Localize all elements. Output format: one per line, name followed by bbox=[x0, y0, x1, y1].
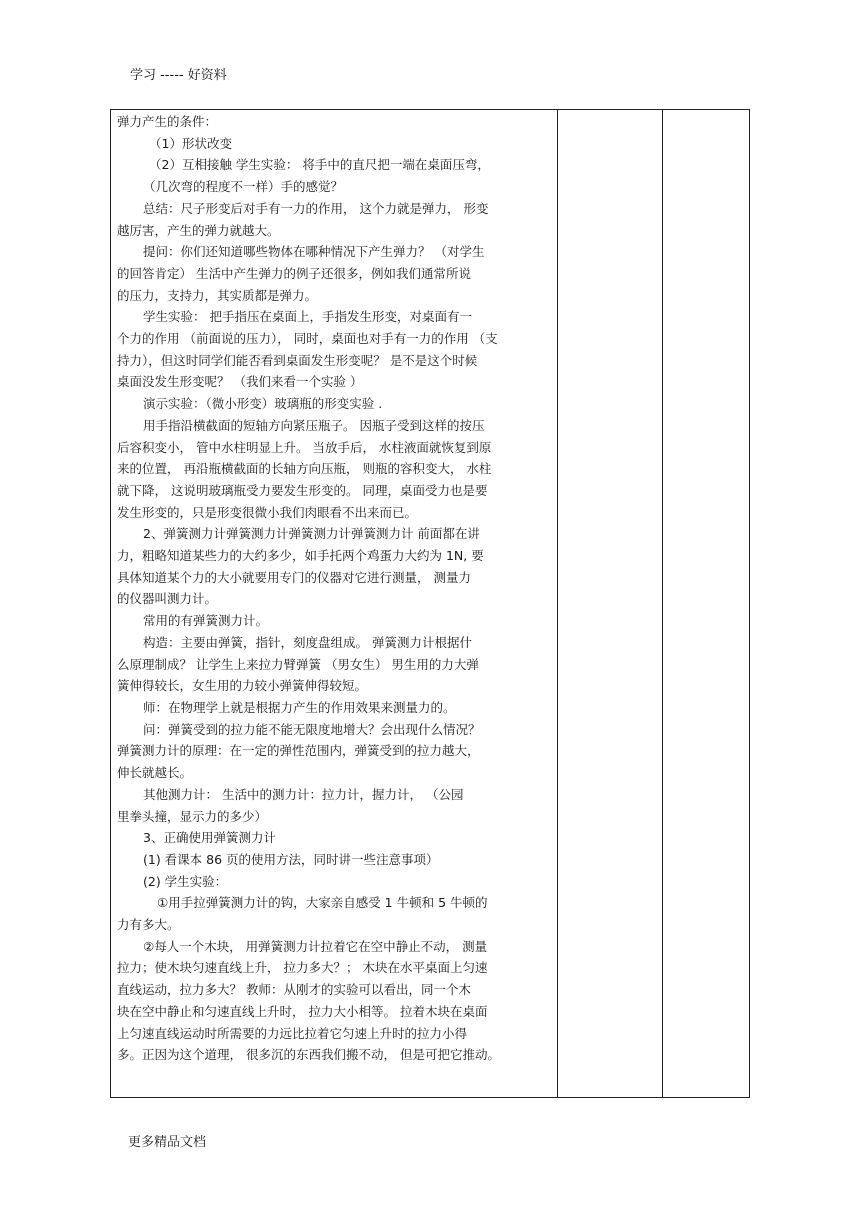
text-line: 的回答肯定） 生活中产生弹力的例子还很多，例如我们通常所说 bbox=[117, 265, 471, 281]
text-line: 伸长就越长。 bbox=[117, 765, 193, 781]
text-line: 么原理制成？ 让学生上来拉力臂弹簧 （男女生） 男生用的力大弹 bbox=[117, 656, 479, 672]
text-line: 多。正因为这个道理， 很多沉的东西我们搬不动， 但是可把它推动。 bbox=[117, 1047, 500, 1063]
page-footer: 更多精品文档 bbox=[128, 1135, 207, 1150]
text-line: 直线运动，拉力多大？ 教师：从刚才的实验可以看出，同一个木 bbox=[117, 982, 471, 998]
text-line: 上匀速直线运动时所需要的力远比拉着它匀速上升时的拉力小得 bbox=[117, 1025, 468, 1041]
text-line: 里拳头撞，显示力的多少） bbox=[117, 808, 268, 824]
text-line: （1）形状改变 bbox=[149, 135, 232, 151]
text-line: 力，粗略知道某些力的大约多少，如手托两个鸡蛋力大约为 1N, 要 bbox=[117, 548, 484, 564]
text-line: 后容积变小， 管中水柱明显上升。 当放手后， 水柱液面就恢复到原 bbox=[117, 439, 492, 455]
text-line: 构造：主要由弹簧，指针，刻度盘组成。 弹簧测力计根据什 bbox=[143, 634, 472, 650]
text-line: 力有多大。 bbox=[117, 917, 180, 933]
text-line: 常用的有弹簧测力计。 bbox=[143, 613, 269, 629]
text-line: 总结：尺子形变后对手有一力的作用， 这个力就是弹力， 形变 bbox=[143, 200, 489, 216]
text-line: 发生形变的，只是形变很微小我们肉眼看不出来而已。 bbox=[117, 504, 418, 520]
lesson-table bbox=[110, 109, 750, 1098]
text-line: 弹簧测力计的原理：在一定的弹性范围内，弹簧受到的拉力越大， bbox=[117, 743, 480, 759]
text-line: 块在空中静止和匀速直线上升时， 拉力大小相等。 拉着木块在桌面 bbox=[117, 1003, 488, 1019]
text-line: 桌面没发生形变呢？ （我们来看一个实验 ） bbox=[117, 374, 363, 390]
text-line: 越厉害，产生的弹力就越大。 bbox=[117, 222, 280, 238]
text-line: 具体知道某个力的大小就要用专门的仪器对它进行测量， 测量力 bbox=[117, 569, 471, 585]
text-line: 演示实验：（微小形变）玻璃瓶的形变实验 . bbox=[143, 396, 383, 412]
text-line: ②每人一个木块， 用弹簧测力计拉着它在空中静止不动， 测量 bbox=[143, 938, 488, 954]
page-header: 学习 ----- 好资料 bbox=[130, 68, 227, 83]
text-line: （2）互相接触 学生实验： 将手中的直尺把一端在桌面压弯， bbox=[149, 157, 490, 173]
column-divider bbox=[557, 110, 558, 1097]
text-line: 问：弹簧受到的拉力能不能无限度地增大？会出现什么情况？ bbox=[143, 721, 481, 737]
text-line: 个力的作用 （前面说的压力）， 同时，桌面也对手有一力的作用 （支 bbox=[117, 331, 498, 347]
text-line: 簧伸得较长，女生用的力较小弹簧伸得较短。 bbox=[117, 678, 368, 694]
text-line: 来的位置， 再沿瓶横截面的长轴方向压瓶， 则瓶的容积变大， 水柱 bbox=[117, 461, 492, 477]
text-line: (2) 学生实验： bbox=[143, 873, 228, 889]
text-line: (1) 看课本 86 页的使用方法，同时讲一些注意事项） bbox=[143, 851, 439, 867]
text-line: 持力），但这时同学们能否看到桌面发生形变呢？ 是不是这个时候 bbox=[117, 352, 478, 368]
text-line: 的压力，支持力，其实质都是弹力。 bbox=[117, 287, 318, 303]
text-line: 学生实验： 把手指压在桌面上，手指发生形变，对桌面有一 bbox=[143, 309, 472, 325]
text-line: 提问：你们还知道哪些物体在哪种情况下产生弹力？ （对学生 bbox=[143, 244, 485, 260]
text-line: 2、弹簧测力计弹簧测力计弹簧测力计弹簧测力计 前面都在讲 bbox=[143, 526, 480, 542]
text-line: 师：在物理学上就是根据力产生的作用效果来测量力的。 bbox=[143, 699, 456, 715]
text-line: 其他测力计： 生活中的测力计：拉力计，握力计， （公园 bbox=[143, 786, 464, 802]
text-line: 就下降， 这说明玻璃瓶受力要发生形变的。 同理，桌面受力也是要 bbox=[117, 482, 488, 498]
text-line: 的仪器叫测力计。 bbox=[117, 591, 218, 607]
text-line: 拉力；使木块匀速直线上升， 拉力多大？； 木块在水平桌面上匀速 bbox=[117, 960, 488, 976]
text-line: 3、正确使用弹簧测力计 bbox=[143, 830, 276, 846]
text-line: ①用手拉弹簧测力计的钩，大家亲自感受 1 牛顿和 5 牛顿的 bbox=[157, 895, 488, 911]
text-line: 弹力产生的条件： bbox=[117, 114, 218, 129]
text-line: （几次弯的程度不一样）手的感觉？ bbox=[143, 179, 344, 195]
lesson-content-cell bbox=[111, 110, 557, 1097]
column-divider bbox=[662, 110, 663, 1097]
text-line: 用手指沿横截面的短轴方向紧压瓶子。 因瓶子受到这样的按压 bbox=[143, 417, 485, 433]
